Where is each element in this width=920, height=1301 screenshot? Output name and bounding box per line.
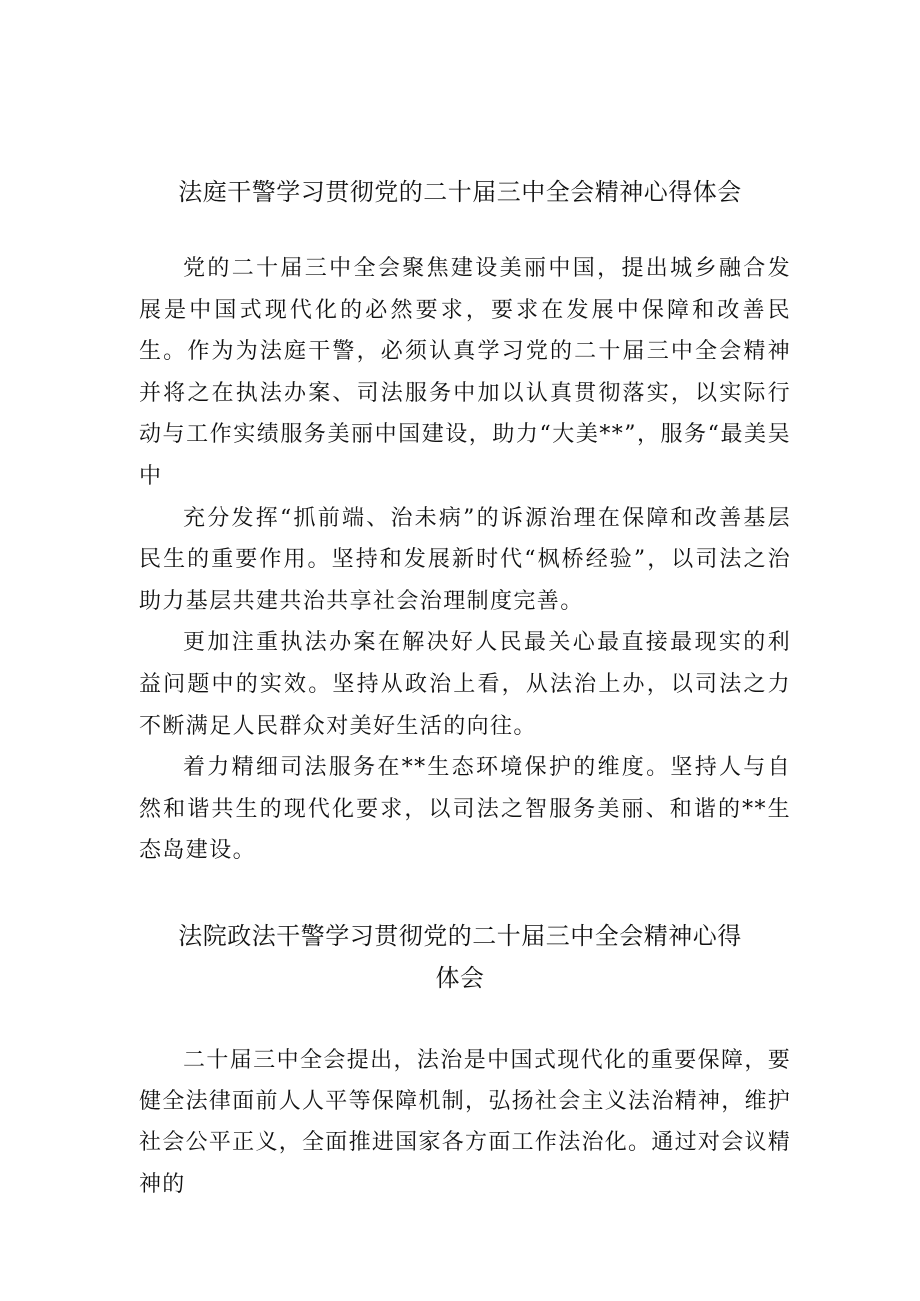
article-2-title-line-2: 体会 (435, 964, 485, 992)
article-2-paragraph-1: 二十届三中全会提出，法治是中国式现代化的重要保障，要健全法律面前人人平等保障机制，弘扬社会主义法治精神，维护社会公平正义，全面推进国家各方面工作法治化。通过对会议精神的 (139, 1048, 791, 1197)
article-2-title-line-1: 法院政法干警学习贯彻党的二十届三中全会精神心得 (178, 922, 742, 950)
article-1-paragraph-1: 党的二十届三中全会聚焦建设美丽中国，提出城乡融合发展是中国式现代化的必然要求，要求在发展中保障和改善民生。作为为法庭干警，必须认真学习党的二十届三中全会精神并将之在执法办案、司法服务中加以认真贯彻落实，以实际行动与工作实绩服务美丽中国建设，助力“大美**”，服务“最美吴中 (139, 256, 791, 489)
article-1-body (139, 248, 791, 872)
article-2-body (139, 1040, 791, 1205)
article-1-paragraph-4: 着力精细司法服务在**生态环境保护的维度。坚持人与自然和谐共生的现代化要求，以司法之智服务美丽、和谐的**生态岛建设。 (139, 755, 791, 864)
article-1-title: 法庭干警学习贯彻党的二十届三中全会精神心得体会 (178, 178, 742, 206)
article-2-title (0, 915, 920, 999)
article-1-paragraph-3: 更加注重执法办案在解决好人民最关心最直接最现实的利益问题中的实效。坚持从政治上看，从法治上办，以司法之力不断满足人民群众对美好生活的向往。 (139, 630, 791, 739)
article-1-paragraph-2: 充分发挥“抓前端、治未病”的诉源治理在保障和改善基层民生的重要作用。坚持和发展新时代“枫桥经验”，以司法之治助力基层共建共治共享社会治理制度完善。 (139, 505, 791, 614)
